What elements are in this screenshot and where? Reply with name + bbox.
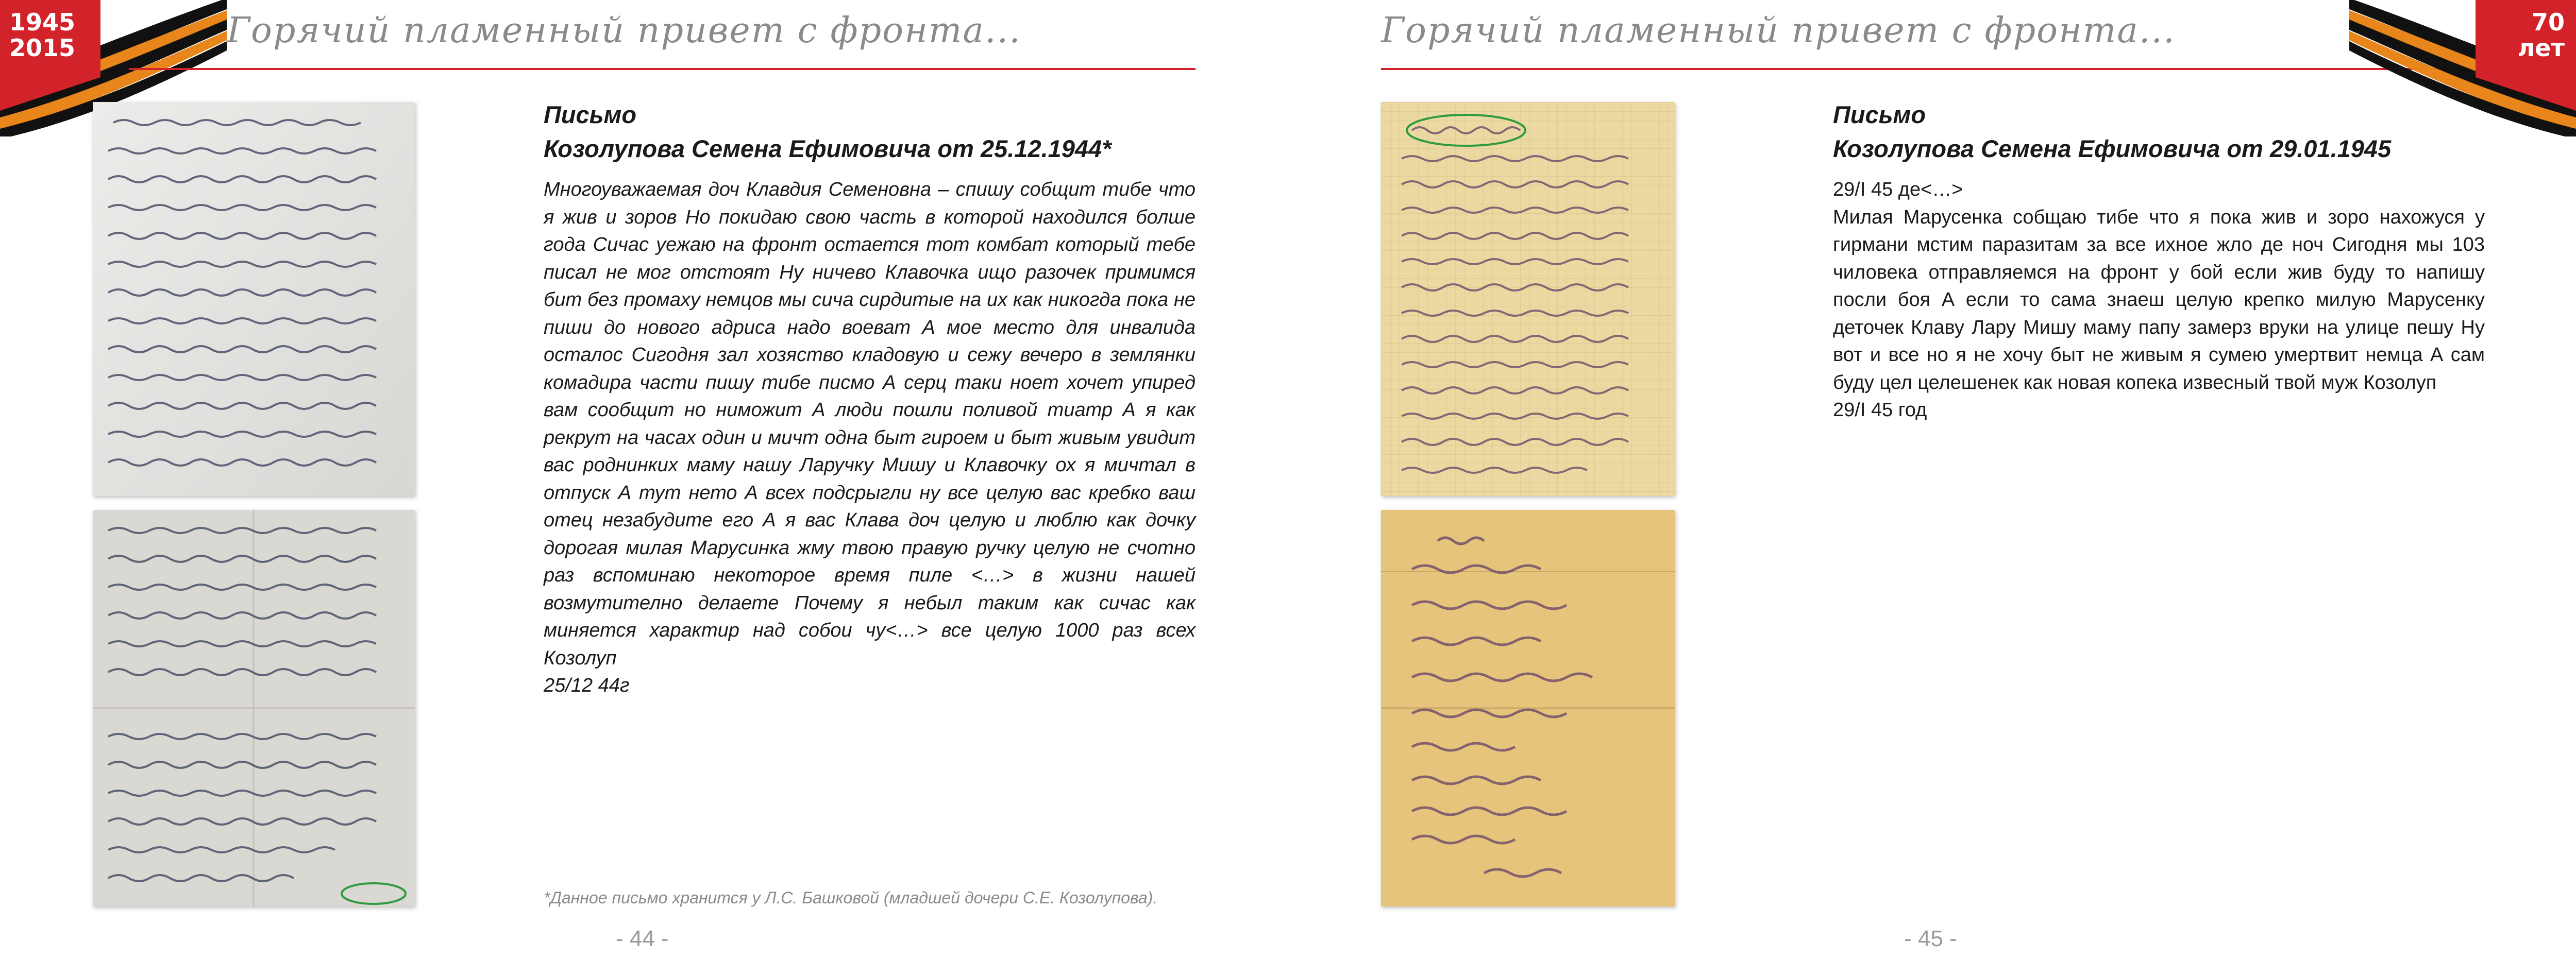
letter-scan-image: [1381, 102, 1675, 496]
letter-scan-image: [1381, 510, 1675, 906]
page-header-title: Горячий пламенный привет с фронта...: [227, 10, 1021, 51]
letter-body: [1833, 176, 2485, 424]
letter-first-line: 29/I 45 де<…>: [1833, 179, 1963, 200]
footnote: *Данное письмо хранится у Л.С. Башковой (младшей дочери С.Е. Козолупова).: [544, 888, 1158, 907]
letter-date: 29/I 45 год: [1833, 399, 1927, 421]
letter-date: 25/12 44г: [544, 675, 630, 696]
letter-scan-image: [93, 102, 415, 496]
page-number: - 45 -: [1904, 926, 1957, 951]
letter-title-line2: Козолупова Семена Ефимовича от 25.12.1944*: [544, 135, 1112, 162]
right-page: [1288, 0, 2576, 976]
ribbon-anniversary-word: лет: [2517, 34, 2565, 62]
page-number: - 44 -: [616, 926, 669, 951]
letter-body: [544, 176, 1196, 700]
letter-title: [544, 98, 1112, 166]
letter-transcription: Милая Марусенка собщаю тибе что я пока жив и зоро нахожуся у гирмани мстим паразитам за все ихное жло де ноч Сигодня мы 103 чиловека отправляемся на фронт у бой если жив буду то напишу посли боя А если то сама знаеш целую крепко милую Марусенку деточек Клаву Лару Мишу маму папу замерз вруки на улице пешу Ну вот и все но я не хочу быт не живым я сумею умертвит немца А сам буду цел целешенек как новая копека извесный твой муж Козолуп: [1833, 206, 2485, 393]
letter-title: [1833, 98, 2391, 166]
ribbon-anniversary-number: 70: [2531, 8, 2565, 36]
page-header-title: Горячий пламенный привет с фронта...: [1381, 10, 2176, 51]
header-rule: [129, 68, 1196, 70]
letter-title-line1: Письмо: [544, 101, 637, 128]
ribbon-year-start: 1945: [9, 8, 76, 36]
header-rule: [1381, 68, 2448, 70]
ribbon-year-end: 2015: [9, 34, 76, 62]
letter-scan-image: [93, 510, 415, 906]
letter-title-line2: Козолупова Семена Ефимовича от 29.01.1945: [1833, 135, 2392, 162]
letter-title-line1: Письмо: [1833, 101, 1926, 128]
letter-transcription: Многоуважаемая доч Клавдия Семеновна – спишу собщит тибе что я жив и зоров Но покидаю свою часть в которой находился болше года Сичас уежаю на фронт остается тот комбат который тебе писал не мог отстоят Ну ничево Клавочка ищо разочек примимся бит без промаху немцов мы сича сирдитые на их как никогда пока не пиши до нового адриса надо воеват А мое место для инвалида осталос Сигодня зал хозяство кладовую и сежу вечеро в землянки комадира части пишу тибе писмо А серц таки ноет хочет упиред вам сообщит но ниможит А люди пошли поливой тиатр А я как рекрут на часах один и мичт одна быт гироем и быт живым увидит вас роднинких маму нашу Ларучку Мишу и Клавочку ох я мичтал в отпуск А тут нето А всех подсрыгли ну все целую вас кребко ваш отец незабудите его А я вас Клава доч целую и люблю как дочку дорогая милая Марусинка жму твою правую ручку целую не счотно раз вспоминаю некоторое время пиле <…> в жизни нашей возмутително делаете Почему я небыл таким как сичас как миняется характир над собои чу<…> все целую 1000 раз всех Козолуп: [544, 179, 1196, 669]
